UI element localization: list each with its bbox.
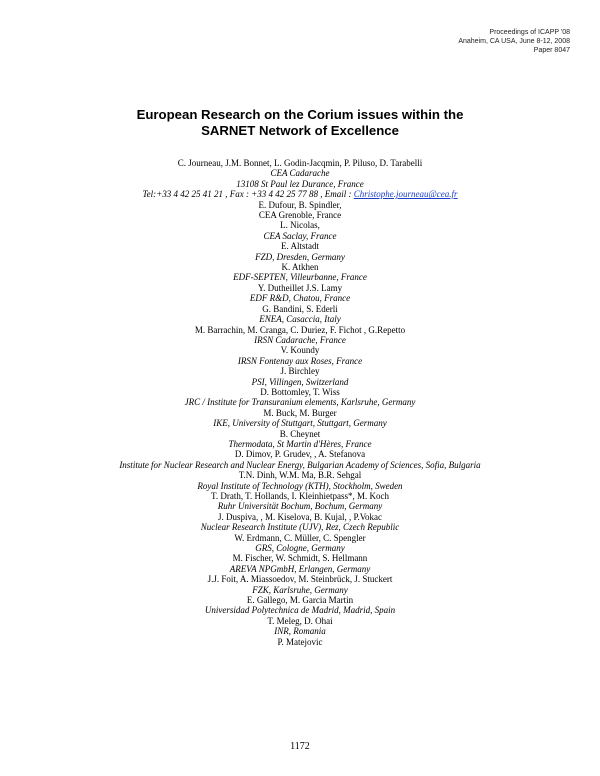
affiliation-line: Nuclear Research Institute (UJV), Rez, Czech Republic [200,522,400,533]
author-line: Y. Dutheillet J.S. Lamy [257,282,343,293]
author-line: W. Erdmann, C. Müller, C. Spengler [234,532,366,543]
contact-line [0,189,600,199]
title-line-1: European Research on the Corium issues within the [136,107,464,122]
conference-location-date: Anaheim, CA USA, June 8-12, 2008 [458,38,570,45]
author-line: D. Bottomley, T. Wiss [260,386,340,397]
author-line: CEA Grenoble, France [258,210,342,221]
affiliation-line: IRSN Fontenay aux Roses, France [237,355,363,366]
author-line: B. Cheynet [279,428,321,439]
affiliation-line: FZD, Dresden, Germany [255,251,345,262]
author-line: C. Journeau, J.M. Bonnet, L. Godin-Jacqmin, P. Piluso, D. Tarabelli [177,158,423,168]
affiliation-line: ENEA, Casaccia, Italy [259,314,341,325]
author-line: J. Duspiva, , M. Kiselova, B. Kujal, , P.Vokac [217,511,383,522]
affiliation-line: CEA Cadarache [270,168,330,179]
affiliation-line: PSI, Villingen, Switzerland [251,376,349,387]
conference-name: Proceedings of ICAPP '08 [489,29,570,36]
affiliation-line: AREVA NPGmbH, Erlangen, Germany [229,563,371,574]
author-line: E. Altstadt [281,241,319,252]
conference-header [458,28,570,55]
affiliation-line: Ruhr Universität Bochum, Bochum, Germany [217,501,383,512]
affiliation-line: EDF-SEPTEN, Villeurbanne, France [233,272,367,283]
author-line: V. Koundy [280,345,320,356]
title-line-2: SARNET Network of Excellence [201,122,399,138]
author-line: E. Gallego, M. Garcia Martin [246,595,354,606]
author-line: G. Bandini, S. Ederli [262,303,338,314]
authors-rest [0,200,600,647]
affiliation-line: Thermodata, St Martin d'Hères, France [228,438,372,449]
author-line: J. Birchley [280,366,320,377]
author-line: T.N. Dinh, W.M. Ma, B.R. Sehgal [238,470,362,481]
affiliation-line: Institute for Nuclear Research and Nuclear Energy, Bulgarian Academy of Sciences, Sofia, Bulgaria [119,459,481,470]
author-line: M. Barrachin, M. Cranga, C. Duriez, F. Fichot , G.Repetto [194,324,406,335]
affiliation-line: GRS, Cologne, Germany [255,543,345,554]
affiliation-line: Royal Institute of Technology (KTH), Stockholm, Sweden [197,480,403,491]
paper-number: Paper 8047 [533,47,570,54]
author-line: E. Dufour, B. Spindler, [258,199,342,210]
contact-phone-fax: Tel:+33 4 42 25 41 21 , Fax : +33 4 42 25 77 88 , Email : [142,189,354,200]
affiliation-line: IKE, University of Stuttgart, Stuttgart, Germany [213,418,387,429]
affiliation-line: Universidad Polytechnica de Madrid, Madrid, Spain [204,605,396,616]
affiliation-line: EDF R&D, Chatou, France [249,293,351,304]
author-line: M. Fischer, W. Schmidt, S. Hellmann [232,553,368,564]
authors-top [0,158,600,189]
page-number: 1172 [290,741,310,752]
author-line: L. Nicolas, [280,220,320,231]
author-line: T. Drath, T. Hollands, I. Kleinhietpass*, M. Koch [211,491,389,501]
author-line: M. Buck, M. Burger [263,407,337,418]
affiliation-line: IRSN Cadarache, France [254,334,346,345]
affiliation-line: CEA Saclay, France [263,230,337,241]
affiliation-line: JRC / Institute for Transuranium elements, Karlsruhe, Germany [184,397,416,408]
affiliation-line: 13108 St Paul lez Durance, France [236,178,364,189]
author-line: D. Dimov, P. Grudev, , A. Stefanova [234,449,366,460]
author-affiliation-block [0,158,600,647]
email-link[interactable]: Christophe.journeau@cea.fr [353,189,458,200]
author-line: P. Matejovic [277,636,323,647]
author-line: T. Meleg, D. Ohai [267,615,333,626]
affiliation-line: INR, Romania [274,626,326,637]
author-line: J.J. Foit, A. Miassoedov, M. Steinbrück, J. Stuckert [207,574,393,585]
paper-title [0,107,600,138]
author-line: K. Atkhen [281,262,319,273]
affiliation-line: FZK, Karlsruhe, Germany [252,584,348,595]
